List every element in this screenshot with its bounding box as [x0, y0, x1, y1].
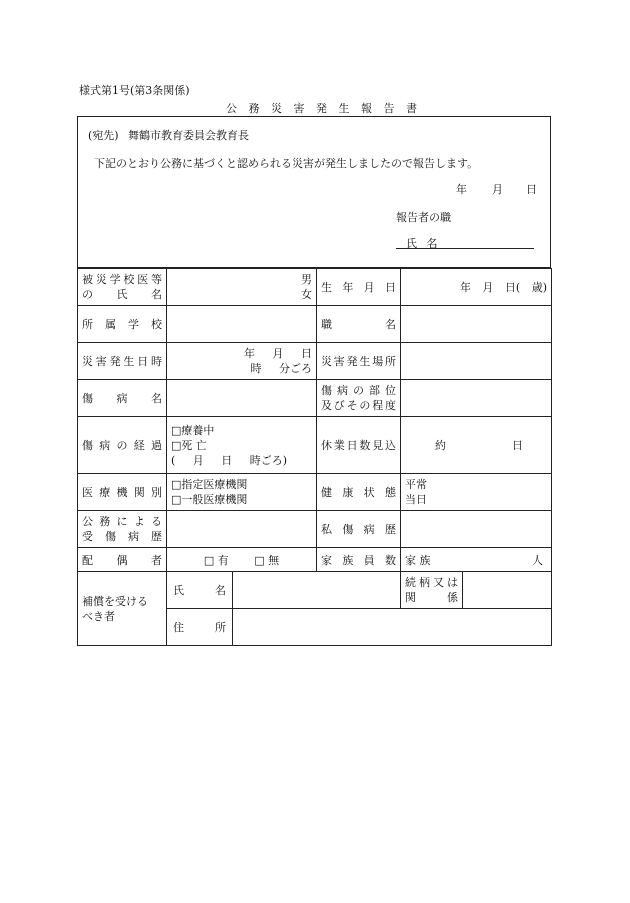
birth-field[interactable]: 年 月 日( 歳) — [401, 269, 552, 306]
progress-option-time: ( 月 日 時ごろ) — [171, 453, 288, 467]
family-suffix: 人 — [532, 553, 544, 567]
beneficiary-name-field[interactable] — [233, 572, 401, 609]
progress-options[interactable] — [167, 417, 317, 474]
progress-label: 傷病の経過 — [78, 417, 167, 474]
spouse-label: 配 偶 者 — [78, 548, 167, 572]
disaster-place-field[interactable] — [401, 343, 552, 380]
relation-label: 続柄又は 関 係 — [401, 572, 463, 609]
injury-part-field[interactable] — [401, 380, 552, 417]
beneficiary-address-label: 住 所 — [167, 609, 233, 646]
school-label: 所属学校 — [78, 306, 167, 343]
progress-option-treatment: □療養中 — [171, 423, 215, 437]
position-label: 職 名 — [317, 306, 401, 343]
date-year: 年 — [456, 183, 467, 196]
spouse-options[interactable] — [167, 548, 317, 572]
progress-option-death: □死 亡 — [171, 438, 207, 452]
victim-row — [78, 269, 552, 306]
date-day: 日 — [526, 183, 537, 196]
leave-prefix: 約 — [435, 439, 446, 452]
official-history-label: 公 務 に よ る 受 傷 病 歴 — [78, 511, 167, 548]
relation-field[interactable] — [463, 572, 552, 609]
header-box — [77, 116, 551, 268]
disaster-date-row — [78, 343, 552, 380]
report-table — [77, 268, 552, 646]
gender-male: 男 — [301, 273, 312, 286]
family-prefix: 家 族 — [405, 553, 431, 567]
beneficiary-address-field[interactable] — [233, 609, 552, 646]
leave-field[interactable] — [401, 417, 552, 474]
beneficiary-name-row — [78, 572, 552, 609]
form-number: 様式第1号(第3条関係) — [79, 84, 190, 97]
addressee-prefix: (宛先) — [88, 129, 119, 142]
disaster-date-field[interactable]: 年 月 日 時 分ごろ — [167, 343, 317, 380]
facility-label: 医療機関別 — [78, 474, 167, 511]
injury-part-label: 傷 病 の 部 位 及びその程度 — [317, 380, 401, 417]
injury-name-label: 傷 病 名 — [78, 380, 167, 417]
form-title: 公 務 災 害 発 生 報 告 書 — [226, 102, 419, 115]
date-month: 月 — [492, 183, 503, 196]
health-field[interactable]: 平常 当日 — [401, 474, 552, 511]
health-label: 健 康 状 態 — [317, 474, 401, 511]
injury-name-field[interactable] — [167, 380, 317, 417]
report-statement: 下記のとおり公務に基づくと認められる災害が発生しましたので報告します。 — [94, 157, 479, 170]
private-history-field[interactable] — [401, 511, 552, 548]
leave-suffix: 日 — [512, 439, 524, 452]
victim-label: 被災学校医等 の 氏 名 — [78, 269, 167, 306]
position-field[interactable] — [401, 306, 552, 343]
injury-row — [78, 380, 552, 417]
family-field[interactable] — [401, 548, 552, 572]
gender-female: 女 — [301, 288, 312, 301]
victim-name-field[interactable] — [167, 269, 317, 306]
leave-label: 休業日数見込 — [317, 417, 401, 474]
disaster-place-label: 災害発生場所 — [317, 343, 401, 380]
progress-row — [78, 417, 552, 474]
official-history-field[interactable] — [167, 511, 317, 548]
facility-option-general: □一般医療機関 — [171, 493, 248, 506]
beneficiary-name-label: 氏 名 — [167, 572, 233, 609]
facility-option-designated: □指定医療機関 — [171, 478, 248, 491]
addressee: 舞鶴市教育委員会教育長 — [128, 129, 249, 142]
reporter-name-label: 氏 名 — [406, 237, 438, 250]
beneficiary-label: 補償を受ける べき者 — [78, 572, 167, 646]
school-row — [78, 306, 552, 343]
reporter-title-label: 報告者の職 — [396, 211, 451, 224]
spouse-yes: □ 有 — [203, 553, 229, 567]
private-history-label: 私 傷 病 歴 — [317, 511, 401, 548]
spouse-row — [78, 548, 552, 572]
spouse-no: □ 無 — [254, 553, 280, 567]
reporter-name-line[interactable] — [396, 248, 534, 249]
facility-row — [78, 474, 552, 511]
history-row — [78, 511, 552, 548]
school-field[interactable] — [167, 306, 317, 343]
family-label: 家族員数 — [317, 548, 401, 572]
disaster-date-label: 災害発生日時 — [78, 343, 167, 380]
facility-options[interactable] — [167, 474, 317, 511]
birth-label: 生 年 月 日 — [317, 269, 401, 306]
